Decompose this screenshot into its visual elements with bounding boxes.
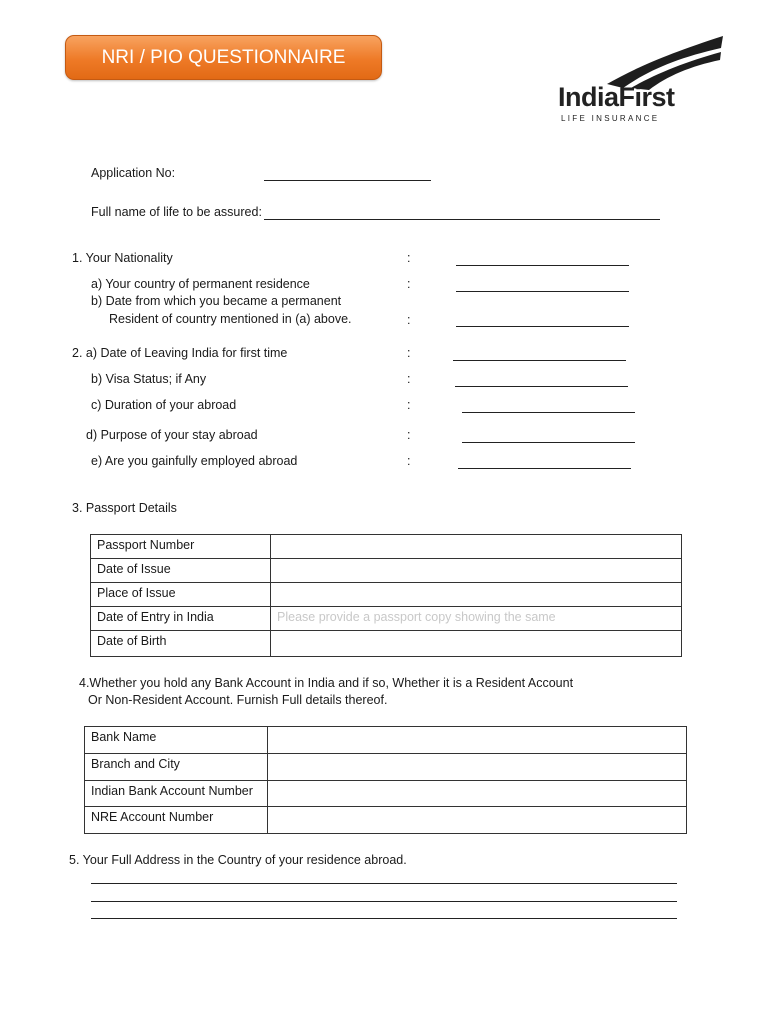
table-row (91, 607, 682, 631)
bank-name-label: Bank Name (85, 727, 268, 754)
place-of-issue-label: Place of Issue (91, 583, 271, 607)
table-row (85, 807, 687, 834)
address-line-1[interactable] (91, 883, 677, 884)
nre-account-label: NRE Account Number (85, 807, 268, 834)
table-row (91, 583, 682, 607)
q2b-label: b) Visa Status; if Any (91, 372, 207, 386)
bank-table (84, 726, 687, 834)
q1b-label-line2: Resident of country mentioned in (a) above. (109, 312, 352, 326)
table-row (91, 559, 682, 583)
table-row (91, 631, 682, 657)
bank-name-field[interactable] (268, 727, 687, 754)
form-title-banner (65, 35, 382, 80)
colon: : (407, 428, 411, 442)
logo-tagline: LIFE INSURANCE (561, 114, 660, 123)
table-row (85, 754, 687, 781)
address-line-3[interactable] (91, 918, 677, 919)
date-of-entry-label: Date of Entry in India (91, 607, 271, 631)
logo-name: IndiaFirst (558, 82, 675, 112)
q2c-label: c) Duration of your abroad (91, 398, 237, 412)
q2a-label: 2. a) Date of Leaving India for first time (72, 346, 288, 360)
q2d-label: d) Purpose of your stay abroad (86, 428, 258, 442)
purpose-stay-field[interactable] (462, 442, 635, 443)
table-row (91, 535, 682, 559)
colon: : (407, 313, 411, 327)
full-name-field[interactable] (264, 219, 660, 220)
date-of-birth-label: Date of Birth (91, 631, 271, 657)
residence-date-field[interactable] (456, 326, 629, 327)
colon: : (407, 277, 411, 291)
branch-city-field[interactable] (268, 754, 687, 781)
date-of-birth-field[interactable] (271, 631, 682, 657)
date-of-issue-label: Date of Issue (91, 559, 271, 583)
application-no-label: Application No: (91, 166, 176, 180)
address-line-2[interactable] (91, 901, 677, 902)
colon: : (407, 346, 411, 360)
leaving-india-date-field[interactable] (453, 360, 626, 361)
nationality-field[interactable] (456, 265, 629, 266)
colon: : (407, 398, 411, 412)
date-of-issue-field[interactable] (271, 559, 682, 583)
form-title: NRI / PIO QUESTIONNAIRE (101, 46, 346, 68)
q1a-label: a) Your country of permanent residence (91, 277, 310, 291)
nre-account-field[interactable] (268, 807, 687, 834)
address-heading: 5. Your Full Address in the Country of your residence abroad. (69, 853, 407, 867)
q2e-label: e) Are you gainfully employed abroad (91, 454, 298, 468)
colon: : (407, 454, 411, 468)
full-name-label: Full name of life to be assured: (91, 205, 262, 219)
table-row (85, 727, 687, 754)
account-number-field[interactable] (268, 781, 687, 807)
bank-heading-line2: Or Non-Resident Account. Furnish Full details thereof. (88, 693, 388, 707)
employment-field[interactable] (458, 468, 631, 469)
colon: : (407, 372, 411, 386)
date-of-entry-field[interactable]: Please provide a passport copy showing the same (271, 607, 682, 631)
application-no-field[interactable] (264, 180, 431, 181)
table-row (85, 781, 687, 807)
colon: : (407, 251, 411, 265)
q1-nationality-label: 1. Your Nationality (72, 251, 173, 265)
q1b-label-line1: b) Date from which you became a permanent (91, 294, 342, 308)
passport-table (90, 534, 682, 657)
duration-abroad-field[interactable] (462, 412, 635, 413)
visa-status-field[interactable] (455, 386, 628, 387)
country-residence-field[interactable] (456, 291, 629, 292)
bank-heading-line1: 4.Whether you hold any Bank Account in India and if so, Whether it is a Resident Account (79, 676, 574, 690)
passport-number-field[interactable] (271, 535, 682, 559)
passport-heading: 3. Passport Details (72, 501, 177, 515)
passport-number-label: Passport Number (91, 535, 271, 559)
branch-city-label: Branch and City (85, 754, 268, 781)
account-number-label: Indian Bank Account Number (85, 781, 268, 807)
place-of-issue-field[interactable] (271, 583, 682, 607)
